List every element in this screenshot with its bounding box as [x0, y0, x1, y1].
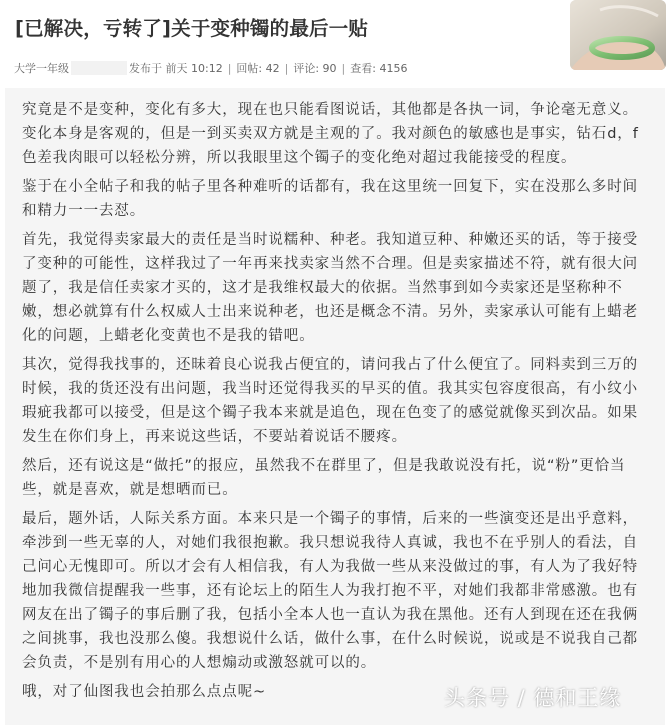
post-paragraph: 首先，我觉得卖家最大的责任是当时说糯种、种老。我知道豆种、种嫩还买的话，等于接受了变种的可能性，这样我过了一年再来找卖家当然不合理。但是卖家描述不符，就有很大问题了，我是信任卖家才买的，这才是我维权最大的依据。当然事到如今卖家还是坚称种不嫩，想必就算有什么权威人士出来说种老，也还是概念不清。另外，卖家承认可能有上蜡老化的问题，上蜡老化变黄也不是我的错吧。	[22, 232, 638, 344]
post-paragraph: 鉴于在小全帖子和我的帖子里各种难听的话都有，我在这里统一回复下，实在没那么多时间和精力一一去怼。	[22, 179, 638, 219]
watermark: 头条号 / 德和王缘	[444, 686, 622, 710]
post-paragraph: 究竟是不是变种，变化有多大，现在也只能看图说话，其他都是各执一词，争论毫无意义。变化本身是客观的，但是一到买卖双方就是主观的了。我对颜色的敏感也是事实，钻石d，f色差我肉眼可以轻松分辨，所以我眼里这个镯子的变化绝对超过我能接受的程度。	[22, 102, 639, 166]
post-paragraph: 然后，还有说这是“做托”的报应，虽然我不在群里了，但是我敢说没有托，说“粉”更恰当些，就是喜欢，就是想晒而已。	[22, 458, 626, 498]
page-title: [已解决，亏转了]关于变种镯的最后一贴	[15, 17, 369, 40]
post-header	[0, 0, 671, 96]
post-paragraph: 最后，题外话，人际关系方面。本来只是一个镯子的事情，后来的一些演变还是出乎意料，牵涉到一些无辜的人，对她们我很抱歉。我只想说我待人真诚，我也不在乎别人的看法，自己问心无愧即可。所以才会有人相信我，有人为我做一些从来没做过的事，有人为了我好特地加我微信提醒我一些事，还有论坛上的陌生人为我打抱不平，对她们我都非常感激。也有网友在出了镯子的事后删了我，包括小全本人也一直认为我在黑他。还有人到现在还在我俩之间挑事，我也没那么傻。我想说什么话，做什么事，在什么时候说，说或是不说我自己都会负责，不是别有用心的人想煽动或激怒就可以的。	[22, 511, 638, 671]
avatar[interactable]	[570, 0, 666, 70]
reply-count: 回帖: 42	[236, 62, 280, 75]
comment-count: 评论: 90	[293, 62, 337, 75]
post-meta	[14, 60, 407, 76]
author-level: 大学一年级	[14, 62, 69, 75]
meta-divider: |	[284, 61, 289, 75]
meta-divider: |	[341, 61, 346, 75]
view-count: 查看: 4156	[350, 62, 408, 75]
post-paragraph: 哦，对了仙图我也会拍那么点点呢~	[22, 684, 267, 700]
avatar-image	[570, 0, 666, 70]
post-paragraph: 其次，觉得我找事的，还昧着良心说我占便宜的，请问我占了什么便宜了。同料卖到三万的时候，我的货还没有出问题，我当时还觉得我买的早买的值。我其实包容度很高，有小纹小瑕疵我都可以接受，但是这个镯子我本来就是追色，现在色变了的感觉就像买到次品。如果发生在你们身上，再来说这些话，不要站着说话不腰疼。	[22, 357, 638, 445]
meta-divider: |	[227, 61, 232, 75]
author-name-blurred	[71, 61, 127, 75]
post-content	[5, 88, 665, 725]
publish-time: 发布于 前天 10:12	[129, 62, 223, 75]
